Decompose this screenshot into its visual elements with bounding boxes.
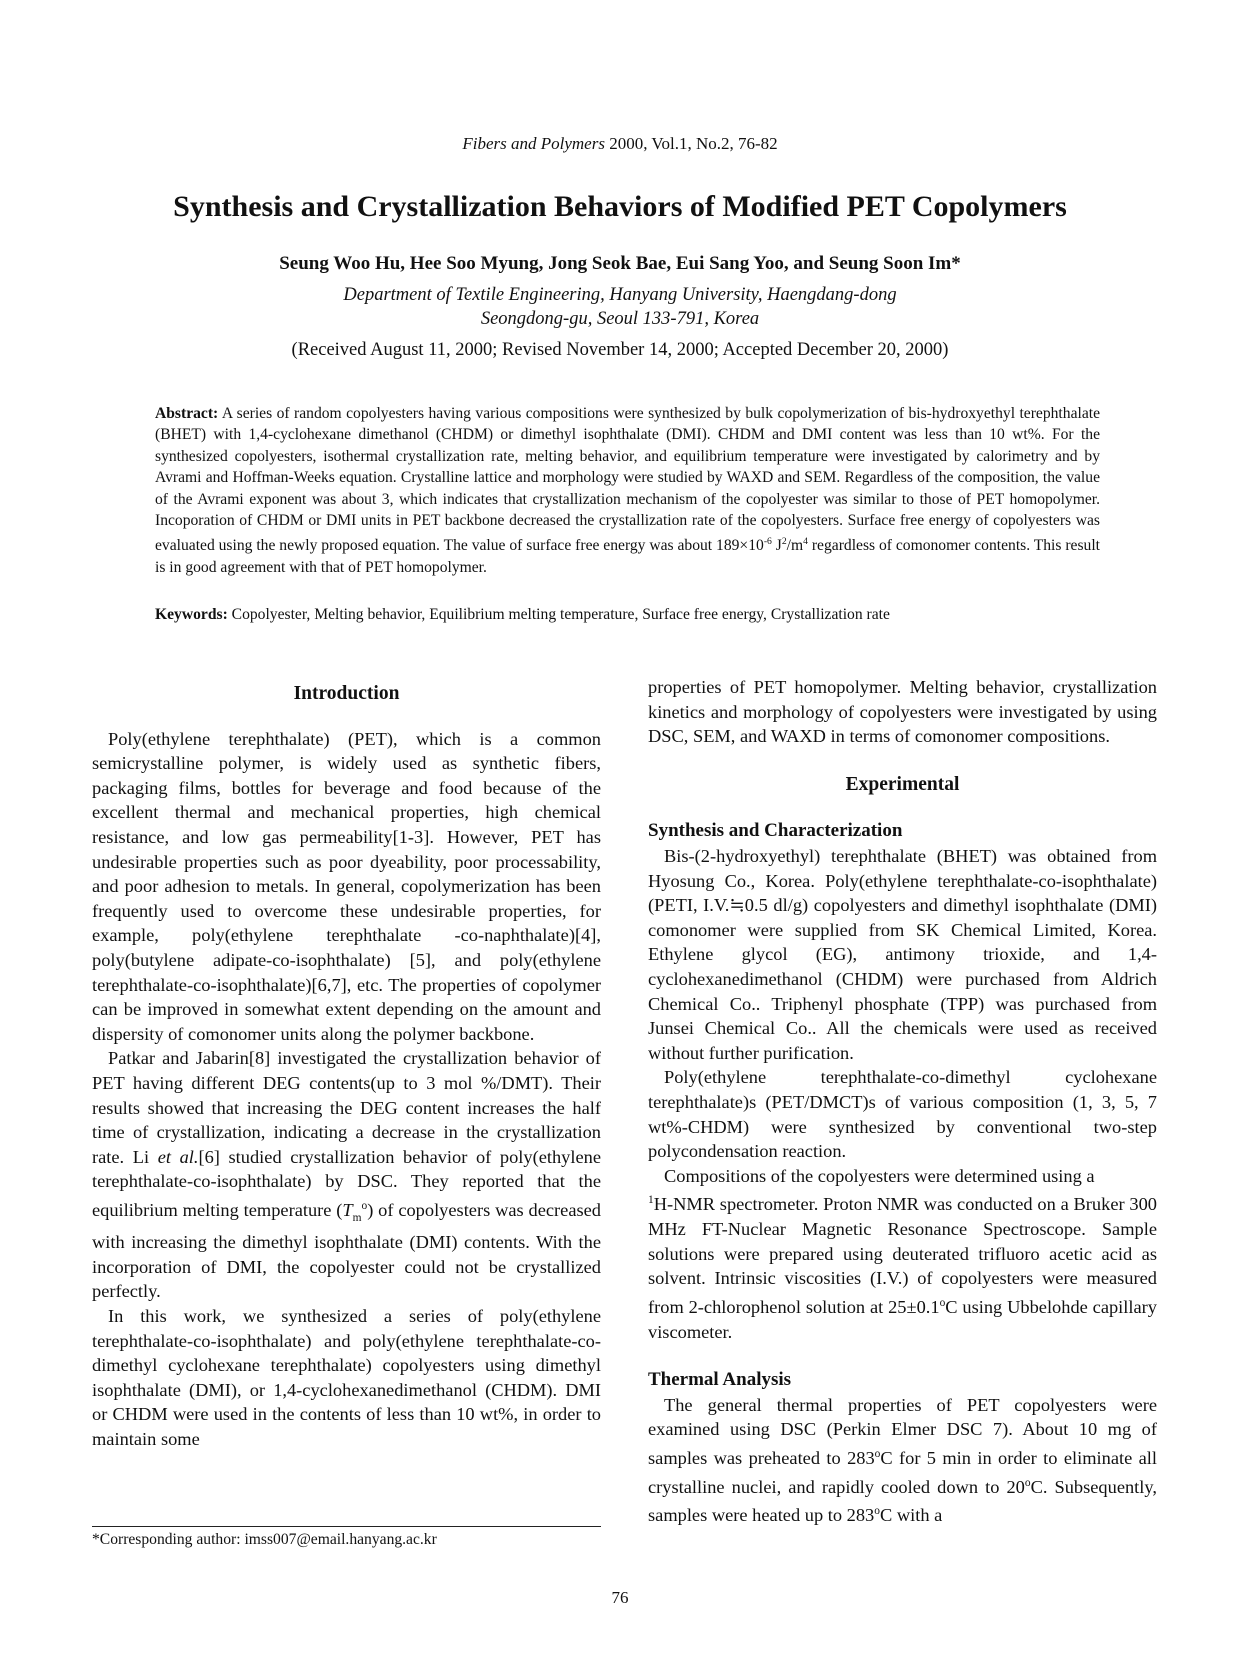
degree-superscript: o [1024,1476,1031,1489]
abstract-exponent: 4 [803,536,808,548]
intro-paragraph-3: In this work, we synthesized a series of poly(ethylene terephthalate-co-isophthalate) and poly(ethylene terephthalate-co-dimethyl cyclohexane terephthalate) copolyesters using dimethyl isophthalate (DMI), or 1,4-cyclohexanedimethanol (CHDM). DMI or CHDM were used in the contents of less than 10 wt%, in order to maintain some [92,1306,601,1450]
abstract-text-end: regardless of comonomer contents. This result is in good agreement with that of PET homopolymer. [155,537,1100,577]
abstract-exponent: 2 [781,536,787,548]
right-column [648,675,1157,1528]
received-dates: (Received August 11, 2000; Revised November 14, 2000; Accepted December 20, 2000) [291,340,949,360]
synthesis-text: C using Ubbelohde capillary viscometer. [648,1296,1157,1342]
keywords-label: Keywords: [155,606,228,623]
intro-paragraph-3-continued: properties of PET homopolymer. Melting behavior, crystallization kinetics and morphology of copolyesters were investigated by using DSC, SEM, and WAXD in terms of comonomer compositions. [648,677,1157,747]
synthesis-paragraph-3 [648,1164,1157,1344]
synthesis-text: H-NMR spectrometer. Proton NMR was conducted on a Bruker 300 MHz FT-Nuclear Magnetic Resonance Spectroscope. Sample solutions were prepared using deuterated trifluoro acetic acid as solvent. Intrinsic viscosities (I.V.) of copolyesters were measured from 2-chlorophenol solution at 25±0.1 [648,1194,1157,1317]
paper-title: Synthesis and Crystallization Behaviors of Modified PET Copolymers [173,190,1067,223]
abstract-exponent: -6 [763,536,772,548]
intro-text: [6] studied crystallization behavior of poly(ethylene terephthalate-co-isophthalate) by DSC. They reported that the equilibrium melting temperature ( [92,1146,601,1220]
thermal-paragraph-1 [648,1393,1157,1528]
degree-superscript: o [939,1296,946,1309]
thermal-text: C. Subsequently, samples were heated up to 283 [648,1476,1158,1526]
intro-paragraph-2 [92,1046,601,1304]
affiliation-line-1: Department of Textile Engineering, Hanyang University, Haengdang-dong [343,285,897,305]
synthesis-paragraph-1: Bis-(2-hydroxyethyl) terephthalate (BHET) was obtained from Hyosung Co., Korea. Poly(ethylene terephthalate-co-isophthalate) (PETI, I.V.≒0.5 dl/g) copolyesters and dimethyl isophthalate (DMI) comonomer were supplied from SK Chemical Limited, Korea. Ethylene glycol (EG), antimony trioxide, and 1,4-cyclohexanedimethanol (CHDM) were purchased from Aldrich Chemical Co.. Triphenyl phosphate (TPP) was purchased from Junsei Chemical Co.. All the chemicals were used as received without further purification. [648,845,1157,1063]
journal-volume: 2000, Vol.1, No.2, 76-82 [609,134,778,153]
journal-name: Fibers and Polymers [462,134,605,153]
tm-subscript: m [352,1211,362,1224]
abstract-unit: J [771,537,782,555]
left-column [92,683,601,1452]
introduction-heading: Introduction [293,683,400,704]
synthesis-paragraph-2: Poly(ethylene terephthalate-co-dimethyl cyclohexane terephthalate)s (PET/DMCT)s of various composition (1, 3, 5, 7 wt%-CHDM) were synthesized by conventional two-step polycondensation reaction. [648,1067,1157,1162]
thermal-text: C with a [879,1505,943,1526]
footnote-divider [92,1526,601,1527]
page-number: 76 [611,1588,629,1607]
affiliation-line-2: Seongdong-gu, Seoul 133-791, Korea [480,309,760,329]
synthesis-text: Compositions of the copolyesters were determined using a [664,1165,1095,1186]
intro-et-al: et al. [157,1146,199,1167]
journal-citation [0,134,1240,154]
abstract [155,403,1100,578]
degree-superscript: o [874,1447,881,1460]
thermal-text: The general thermal properties of PET copolyesters were examined using DSC (Perkin Elmer DSC 7). About 10 mg of samples was preheated to 283 [648,1394,1157,1468]
corresponding-author-footnote: *Corresponding author: imss007@email.hanyang.ac.kr [92,1531,437,1548]
thermal-analysis-subheading: Thermal Analysis [648,1369,792,1391]
intro-text: ) of copolyesters was decreased with increasing the dimethyl isophthalate (DMI) contents. With the incorporation of DMI, the copolyester could not be crystallized perfectly. [92,1200,601,1302]
keywords-text: Copolyester, Melting behavior, Equilibrium melting temperature, Surface free energy, Crystallization rate [231,606,890,623]
abstract-label: Abstract: [155,405,219,422]
degree-superscript: o [874,1505,880,1518]
tm-symbol: T [342,1200,353,1220]
abstract-text: A series of random copolyesters having various compositions were synthesized by bulk copolymerization of bis-hydroxyethyl terephthalate (BHET) with 1,4-cyclohexane dimethanol (CHDM) or dimethyl isophthalate (DMI). CHDM and DMI content was less than 10 wt%. For the synthesized copolyesters, isothermal crystallization rate, melting behavior, and equilibrium temperature were investigated by calorimetry and by Avrami and Hoffman-Weeks equation. Crystalline lattice and morphology were studied by WAXD and SEM. Regardless of the composition, the value of the Avrami exponent was about 3, which indicates that crystallization mechanism of the copolyester was similar to those of PET homopolymer. Incoporation of CHDM or DMI units in PET backbone decreased the crystallization rate of the copolyesters. Surface free energy of copolyesters was evaluated using the newly proposed equation. The value of surface free energy was about 189×10 [155,405,1100,555]
author-list: Seung Woo Hu, Hee Soo Myung, Jong Seok Bae, Eui Sang Yoo, and Seung Soon Im* [279,253,961,274]
intro-text: Patkar and Jabarin[8] investigated the crystallization behavior of PET having different DEG contents(up to 3 mol %/DMT). Their results showed that increasing the DEG content increases the half time of crystallization, indicating a decrease in the crystallization rate. Li [92,1048,601,1167]
tm-superscript: o [361,1199,368,1212]
intro-paragraph-1: Poly(ethylene terephthalate) (PET), which is a common semicrystalline polymer, is widely used as synthetic fibers, packaging films, bottles for beverage and food because of the excellent thermal and mechanical properties, high chemical resistance, and low gas permeability[1-3]. However, PET has undesirable properties such as poor dyeability, poor processability, and poor adhesion to metals. In general, copolymerization has been frequently used to overcome these undesirable properties, for example, poly(ethylene terephthalate -co-naphthalate)[4], poly(butylene adipate-co-isophthalate) [5], and poly(ethylene terephthalate-co-isophthalate)[6,7], etc. The properties of copolymer can be improved in somewhat extent depending on the amount and dispersity of comonomer units along the polymer backbone. [92,728,601,1044]
synthesis-subheading: Synthesis and Characterization [648,820,903,842]
experimental-heading: Experimental [845,773,960,795]
thermal-text: C for 5 min in order to eliminate all crystalline nuclei, and rapidly cooled down to 20 [648,1448,1158,1497]
nmr-superscript: 1 [648,1194,654,1207]
abstract-unit: /m [786,537,804,555]
keywords [155,606,1100,624]
